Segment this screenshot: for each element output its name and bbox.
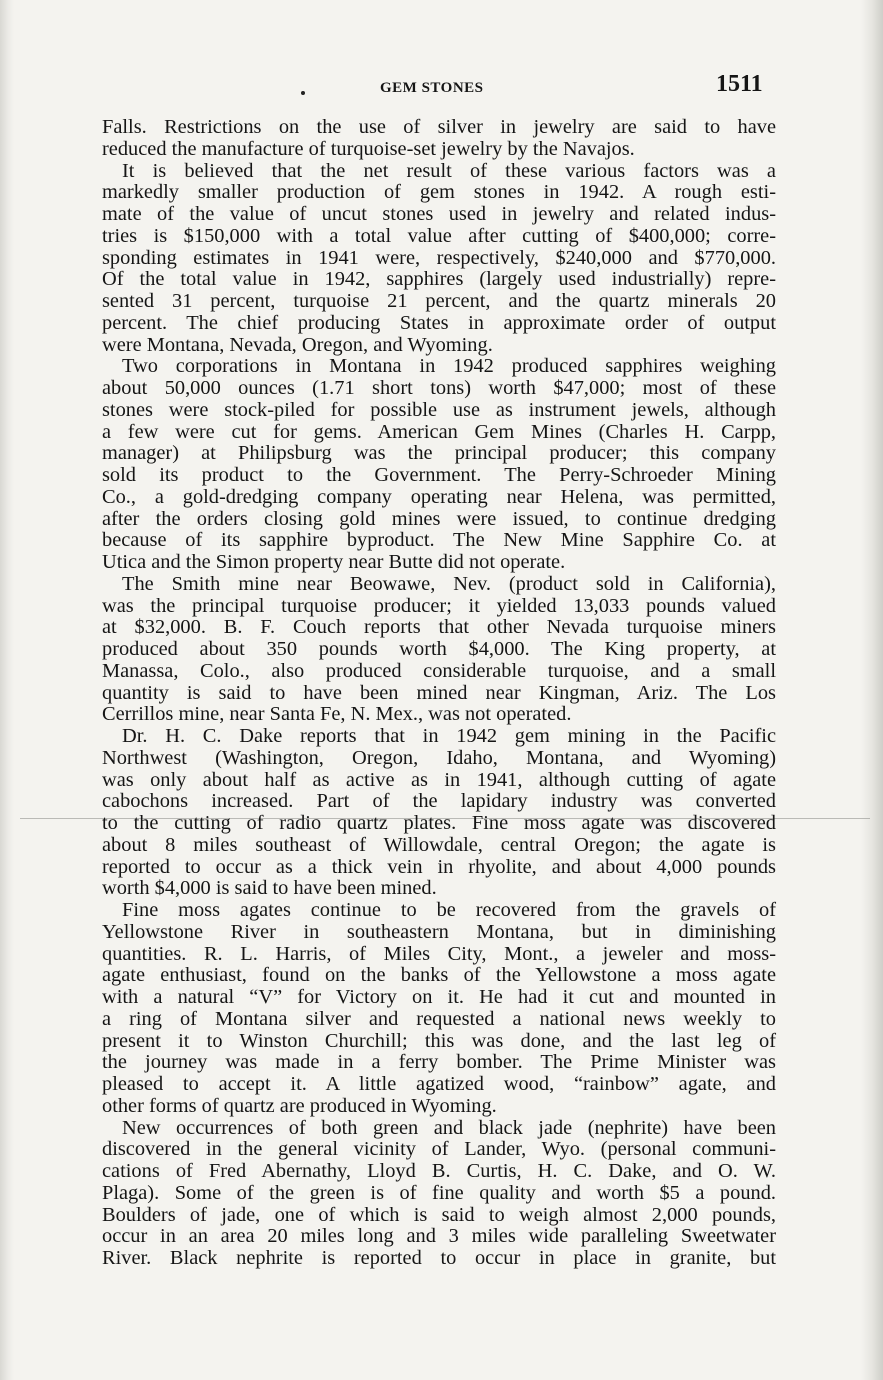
header-dot	[301, 91, 305, 95]
page-number: 1511	[716, 71, 763, 97]
text-line: because of its sapphire byproduct. The New Mine Sapphire Co. at	[102, 529, 776, 552]
text-line: Yellowstone River in southeastern Montana, but in diminishing	[102, 920, 776, 943]
text-line: pleased to accept it. A little agatized wood, “rainbow” agate, and	[102, 1073, 776, 1095]
text-line: stones were stock-piled for possible use as instrument jewels, although	[102, 398, 776, 421]
text-line: discovered in the general vicinity of Lander, Wyo. (personal communi-	[102, 1138, 776, 1161]
text-line: at $32,000. B. F. Couch reports that other Nevada turquoise miners	[102, 616, 776, 639]
paragraph-p3	[102, 356, 776, 574]
text-line: was the principal turquoise producer; it yielded 13,033 pounds valued	[102, 594, 776, 617]
text-line: sponding estimates in 1941 were, respectively, $240,000 and $770,000.	[102, 246, 776, 269]
paragraph-p1	[102, 117, 776, 161]
paragraph-p6	[102, 900, 776, 1118]
text-line: tries is $150,000 with a total value after cutting of $400,000; corre-	[102, 224, 776, 247]
text-line: River. Black nephrite is reported to occur in place in granite, but	[102, 1247, 776, 1269]
text-line: produced about 350 pounds worth $4,000. The King property, at	[102, 638, 776, 660]
text-line: Boulders of jade, one of which is said to weigh almost 2,000 pounds,	[102, 1203, 776, 1226]
text-line: the journey was made in a ferry bomber. The Prime Minister was	[102, 1051, 776, 1074]
text-line: reported to occur as a thick vein in rhyolite, and about 4,000 pounds	[102, 855, 776, 878]
text-line: It is believed that the net result of these various factors was a	[122, 159, 776, 182]
paragraph-p4	[102, 574, 776, 726]
text-line: Manassa, Colo., also produced considerable turquoise, and a small	[102, 659, 776, 682]
text-line: Northwest (Washington, Oregon, Idaho, Montana, and Wyoming)	[102, 746, 776, 769]
text-line: Of the total value in 1942, sapphires (largely used industrially) repre-	[102, 268, 776, 291]
text-line: Utica and the Simon property near Butte did not operate.	[102, 551, 566, 573]
body-text	[102, 117, 776, 1270]
text-line: Two corporations in Montana in 1942 produced sapphires weighing	[122, 355, 776, 378]
text-line: present it to Winston Churchill; this was done, and the last leg of	[102, 1029, 776, 1052]
text-line: Plaga). Some of the green is of fine quality and worth $5 a pound.	[102, 1181, 776, 1204]
text-line: sented 31 percent, turquoise 21 percent, and the quartz minerals 20	[102, 290, 776, 312]
text-line: cabochons increased. Part of the lapidary industry was converted	[102, 790, 776, 813]
text-line: with a natural “V” for Victory on it. He had it cut and mounted in	[102, 986, 776, 1008]
text-line: were Montana, Nevada, Oregon, and Wyoming.	[102, 333, 493, 356]
running-head: GEM STONES	[380, 80, 484, 96]
page-edge-shadow-right	[861, 0, 883, 1380]
text-line: agate enthusiast, found on the banks of the Yellowstone a moss agate	[102, 964, 776, 987]
text-line: after the orders closing gold mines were issued, to continue dredging	[102, 507, 776, 530]
text-line: occur in an area 20 miles long and 3 miles wide paralleling Sweetwater	[102, 1225, 776, 1248]
text-line: sold its product to the Government. The Perry-Schroeder Mining	[102, 464, 776, 486]
text-line: Cerrillos mine, near Santa Fe, N. Mex., was not operated.	[102, 703, 572, 726]
text-line: about 8 miles southeast of Willowdale, central Oregon; the agate is	[102, 833, 776, 856]
text-line: reduced the manufacture of turquoise-set jewelry by the Navajos.	[102, 137, 635, 160]
text-line: Falls. Restrictions on the use of silver in jewelry are said to have	[102, 116, 776, 138]
paragraph-p7	[102, 1118, 776, 1270]
paragraph-p2	[102, 161, 776, 357]
text-line: to the cutting of radio quartz plates. Fine moss agate was discovered	[102, 812, 776, 834]
page-edge-shadow-left	[0, 0, 14, 1380]
text-line: markedly smaller production of gem stones in 1942. A rough esti-	[102, 181, 776, 204]
text-line: Dr. H. C. Dake reports that in 1942 gem mining in the Pacific	[122, 725, 776, 747]
text-line: other forms of quartz are produced in Wyoming.	[102, 1094, 497, 1117]
text-line: about 50,000 ounces (1.71 short tons) worth $47,000; most of these	[102, 377, 776, 399]
text-line: was only about half as active as in 1941, although cutting of agate	[102, 768, 776, 791]
text-line: worth $4,000 is said to have been mined.	[102, 877, 437, 900]
text-line: cations of Fred Abernathy, Lloyd B. Curtis, H. C. Dake, and O. W.	[102, 1160, 776, 1182]
text-line: Fine moss agates continue to be recovered from the gravels of	[122, 899, 776, 921]
text-line: manager) at Philipsburg was the principal producer; this company	[102, 442, 776, 465]
text-line: a few were cut for gems. American Gem Mines (Charles H. Carpp,	[102, 420, 776, 443]
paragraph-p5	[102, 726, 776, 900]
text-line: mate of the value of uncut stones used in jewelry and related indus-	[102, 203, 776, 225]
text-line: quantity is said to have been mined near Kingman, Ariz. The Los	[102, 681, 776, 704]
text-line: quantities. R. L. Harris, of Miles City, Mont., a jeweler and moss-	[102, 942, 776, 965]
text-line: The Smith mine near Beowawe, Nev. (product sold in California),	[122, 572, 776, 595]
text-line: percent. The chief producing States in approximate order of output	[102, 311, 776, 334]
text-line: a ring of Montana silver and requested a national news weekly to	[102, 1007, 776, 1030]
text-line: Co., a gold-dredging company operating near Helena, was permitted,	[102, 485, 776, 508]
text-line: New occurrences of both green and black jade (nephrite) have been	[122, 1116, 776, 1139]
